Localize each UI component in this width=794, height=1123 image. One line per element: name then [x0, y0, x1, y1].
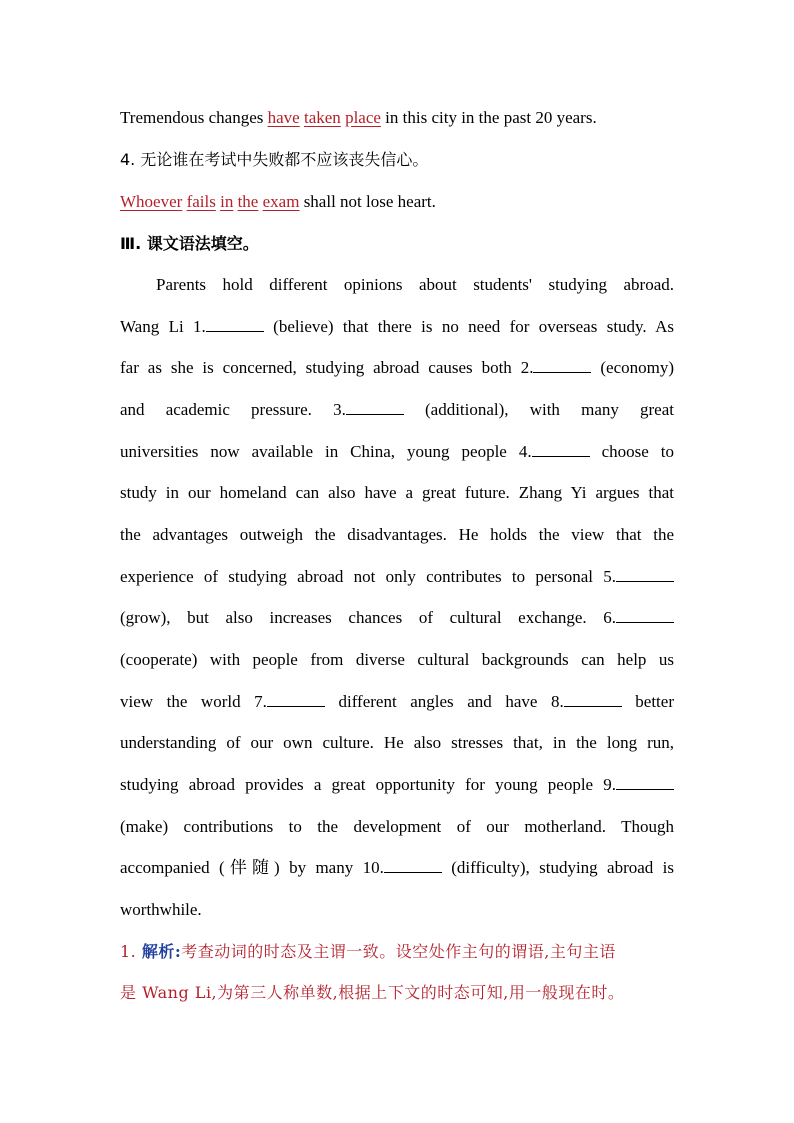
- analysis-line: 是 Wang Li,为第三人称单数,根据上下文的时态可知,用一般现在时。: [120, 983, 625, 1002]
- sentence-text: in this city in the past 20 years.: [380, 108, 597, 127]
- blank-2[interactable]: [533, 357, 591, 373]
- answer-word: Whoever: [120, 192, 183, 211]
- blank-3[interactable]: [346, 399, 404, 415]
- answer-word: exam: [262, 192, 300, 211]
- blank-7[interactable]: [267, 691, 325, 707]
- answer-word: the: [237, 192, 259, 211]
- answer-word: place: [345, 108, 381, 127]
- answer-word: fails: [186, 192, 216, 211]
- passage-line: Wang Li 1. (believe) that there is no need for overseas study. As: [120, 317, 674, 336]
- passage-line: study in our homeland can also have a great future. Zhang Yi argues that: [120, 483, 674, 502]
- passage-line: experience of studying abroad not only contributes to personal 5.: [120, 565, 674, 589]
- passage-line: understanding of our own culture. He also stresses that, in the long run,: [120, 733, 674, 752]
- passage-line: view the world 7. different angles and have 8. better: [120, 692, 674, 711]
- sentence-4-chinese: 4. 无论谁在考试中失败都不应该丧失信心。: [120, 150, 429, 169]
- passage-line: (cooperate) with people from diverse cultural backgrounds can help us: [120, 650, 674, 669]
- passage-line: Parents hold different opinions about students' studying abroad.: [156, 275, 674, 294]
- passage-line: universities now available in China, young people 4. choose to: [120, 442, 674, 461]
- answer-word: taken: [303, 108, 341, 127]
- sentence-3-answer: [120, 106, 674, 130]
- passage-line: (grow), but also increases chances of cultural exchange. 6.: [120, 606, 674, 630]
- blank-8[interactable]: [564, 691, 622, 707]
- answer-word: in: [220, 192, 234, 211]
- passage-line: worthwhile.: [120, 900, 202, 919]
- analysis-label: 解析:: [141, 942, 182, 961]
- passage-line: (make) contributions to the development of our motherland. Though: [120, 817, 674, 836]
- sentence-4-answer: [120, 190, 674, 214]
- blank-4[interactable]: [532, 441, 590, 457]
- blank-10[interactable]: [384, 857, 442, 873]
- passage-line: the advantages outweigh the disadvantages. He holds the view that the: [120, 525, 674, 544]
- analysis-line: [120, 940, 674, 964]
- blank-5[interactable]: [616, 566, 674, 582]
- blank-1[interactable]: [206, 316, 264, 332]
- passage-line: studying abroad provides a great opportunity for young people 9.: [120, 773, 674, 797]
- sentence-text: shall not lose heart.: [299, 192, 436, 211]
- blank-6[interactable]: [616, 607, 674, 623]
- section-heading: Ⅲ. 课文语法填空。: [120, 234, 259, 253]
- analysis-number: 1.: [120, 942, 142, 961]
- passage-line: and academic pressure. 3. (additional), with many great: [120, 400, 674, 419]
- blank-9[interactable]: [616, 774, 674, 790]
- passage-line: accompanied (伴随) by many 10. (difficulty), studying abroad is: [120, 858, 674, 877]
- answer-word: have: [267, 108, 300, 127]
- passage-line: far as she is concerned, studying abroad causes both 2. (economy): [120, 358, 674, 377]
- analysis-text: 考查动词的时态及主谓一致。设空处作主句的谓语,主句主语: [181, 942, 616, 961]
- sentence-text: Tremendous changes: [120, 108, 268, 127]
